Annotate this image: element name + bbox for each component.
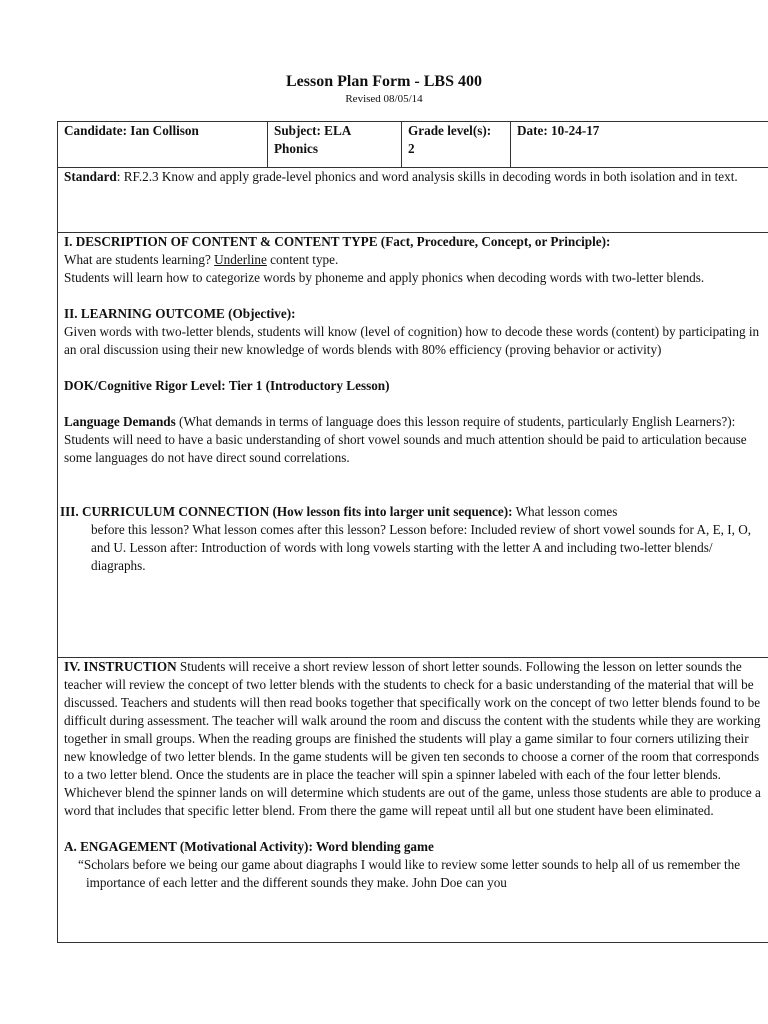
section2-heading: II. LEARNING OUTCOME (Objective): [64,306,296,321]
section3-first-line: III. CURRICULUM CONNECTION (How lesson fits into larger unit sequence): What lesson comes [60,504,618,519]
lesson-plan-table [57,121,768,943]
date-cell: Date: 10-24-17 [511,122,768,168]
grade-value: 2 [408,141,415,156]
subject-cell: Subject: ELA Phonics [268,122,402,168]
engagement-heading: A. ENGAGEMENT (Motivational Activity): Word blending game [64,839,434,854]
language-demands: Language Demands (What demands in terms of language does this lesson require of students, particularly English Learners?): Students will need to have a basic understanding of short vowel sounds and much attention should be paid to articulation because some languages do not have direct sound correlations. [64,414,747,465]
sections-row [58,233,768,658]
instruction-cell [58,658,768,943]
section3-text: before this lesson? What lesson comes after this lesson? Lesson before: Included review of short vowel sounds for A, E, I, O, and U. Lesson after: Introduction of words with long vowels starting with the letter A and including two-letter blends/ diagraphs. [91,522,752,573]
section1-prompt: What are students learning? Underline content type. [64,252,339,267]
sections-cell [58,233,768,658]
candidate-cell: Candidate: Ian Collison [58,122,268,168]
standard-label: Standard [64,169,117,184]
instruction-row [58,658,768,943]
standard-text: : RF.2.3 Know and apply grade-level phonics and word analysis skills in decoding words in both isolation and in text. [116,169,738,184]
standard-row [58,168,768,233]
revision-date: Revised 08/05/14 [345,93,423,105]
section1-heading: I. DESCRIPTION OF CONTENT & CONTENT TYPE (Fact, Procedure, Concept, or Principle): [64,234,611,249]
instruction-text: IV. INSTRUCTION Students will receive a short review lesson of short letter sounds. Following the lesson on letter sounds the teacher will review the concept of two letter blends with the students to check for a basic understanding of the material that will be discussed. Teachers and students will then read books together that specifically work on the concept of two letter blends found to be difficult during assessment. The teacher will walk around the room and discuss the content with the students while they are working together in small groups. When the reading groups are finished the students will play a game similar to four corners utilizing their new knowledge of two letter blends. In the game students will be given ten seconds to choose a corner of the room that corresponds to a two letter blend. Once the students are in place the teacher will spin a spinner labeled with each of the four letter blends. Whichever blend the spinner lands on will determine which students are out of the game, unless those students are able to produce a word that includes that specific letter blend. From there the game will repeat until all but one student have been eliminated. [64,659,761,818]
grade-cell [402,122,511,168]
info-row [58,122,768,168]
standard-cell [58,168,768,233]
section1-answer: Students will learn how to categorize words by phoneme and apply phonics when decoding words with two-letter blends. [64,270,705,285]
grade-label: Grade level(s): [408,123,492,138]
form-title: Lesson Plan Form - LBS 400 [285,73,482,90]
dok-level: DOK/Cognitive Rigor Level: Tier 1 (Introductory Lesson) [64,378,390,393]
engagement-quote: “Scholars before we being our game about diagraphs I would like to review some letter sounds to help all of us remember the importance of each letter and the different sounds they make. John Doe can you [78,857,741,890]
section2-text: Given words with two-letter blends, students will know (level of cognition) how to decode these words (content) by participating in an oral discussion using their new knowledge of words blends with 80% efficiency (proving behavior or activity) [64,324,760,357]
